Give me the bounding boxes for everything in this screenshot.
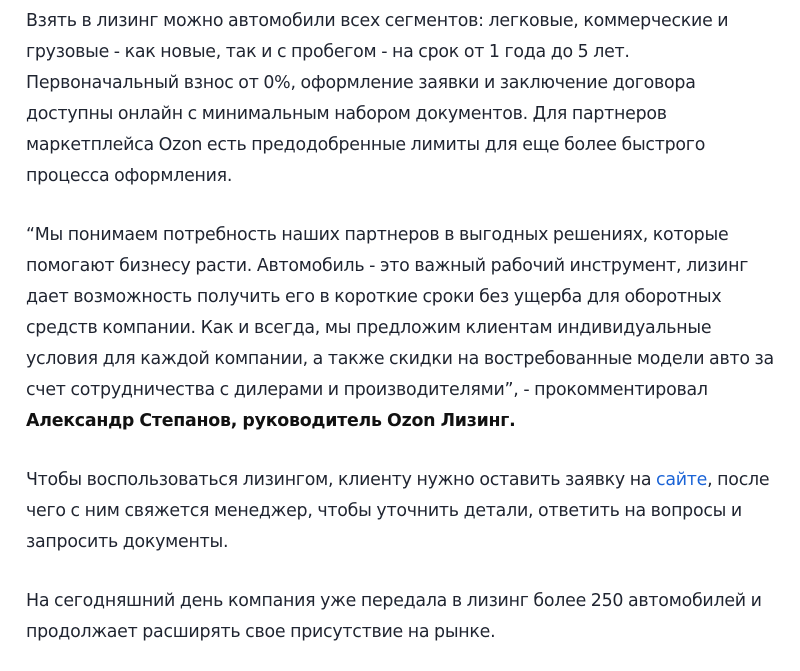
paragraph-how-to-apply [26,465,778,558]
site-link[interactable]: сайте [656,470,708,490]
quote-text: “Мы понимаем потребность наших партнеров в выгодных решениях, которые помогают бизнесу расти. Автомобиль - это важный рабочий инструмент, лизинг дает возможность получить его в короткие сроки без ущерба для оборотных средств компании. Как и всегда, мы предложим клиентам индивидуальные условия для каждой компании, а также скидки на востребованные модели авто за счет сотрудничества с дилерами и производителями”, - прокомментировал [26,225,774,400]
paragraph-leasing-terms: Взять в лизинг можно автомобили всех сегментов: легковые, коммерческие и грузовые - как новые, так и с пробегом - на срок от 1 года до 5 лет. Первоначальный взнос от 0%, оформление заявки и заключение договора доступны онлайн с минимальным набором документов. Для партнеров маркетплейса Ozon есть предодобренные лимиты для еще более быстрого процесса оформления. [26,11,729,186]
quote-author: Александр Степанов, руководитель Ozon Лизинг. [26,411,516,431]
apply-text-before: Чтобы воспользоваться лизингом, клиенту нужно оставить заявку на [26,470,657,490]
apply-text-after: , после чего с ним свяжется менеджер, чтобы уточнить детали, ответить на вопросы и запросить документы. [26,470,770,552]
paragraph-quote [26,220,778,437]
paragraph-company-results: На сегодняшний день компания уже передала в лизинг более 250 автомобилей и продолжает расширять свое присутствие на рынке. [26,591,762,642]
